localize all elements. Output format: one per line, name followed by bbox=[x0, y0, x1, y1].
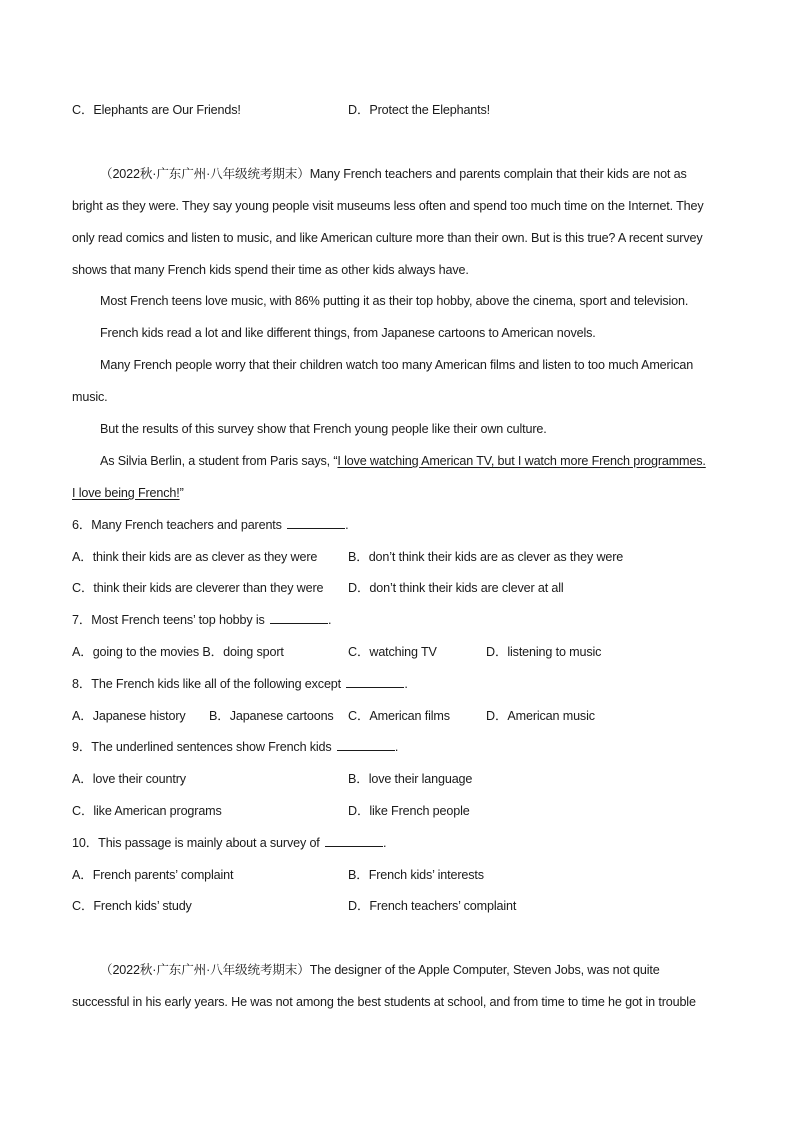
passage1-line-6: French kids read a lot and like different things, from Japanese cartoons to American novels. bbox=[100, 326, 596, 340]
q7-stem bbox=[72, 612, 331, 628]
quote-lead: As Silvia Berlin, a student from Paris says, “ bbox=[100, 454, 338, 468]
q9-option-c: C．like American programs bbox=[72, 804, 222, 818]
q6-option-d: D．don’t think their kids are clever at all bbox=[348, 581, 564, 595]
option-d-prev: D．Protect the Elephants! bbox=[348, 103, 491, 117]
passage2-line-2: successful in his early years. He was not among the best students at school, and from time to time he got in trouble bbox=[72, 995, 696, 1009]
q7-option-d: D．listening to music bbox=[486, 645, 602, 659]
q10-option-c: C．French kids’ study bbox=[72, 899, 192, 913]
q10-end: . bbox=[383, 836, 387, 850]
q6-option-c: C．think their kids are cleverer than they were bbox=[72, 581, 324, 595]
q7-option-c: C．watching TV bbox=[348, 645, 437, 659]
q8-end: . bbox=[404, 677, 408, 691]
q9-option-b: B．love their language bbox=[348, 772, 473, 786]
q8-blank bbox=[346, 676, 404, 688]
quote-end: ” bbox=[179, 486, 184, 500]
passage1-line-9: But the results of this survey show that French young people like their own culture. bbox=[100, 422, 547, 436]
q10-stem bbox=[72, 835, 386, 851]
q9-end: . bbox=[394, 740, 399, 754]
q6-blank bbox=[287, 517, 345, 529]
passage2-line-1: （2022秋·广东广州·八年级统考期末）The designer of the Apple Computer, Steven Jobs, was not quite bbox=[100, 963, 660, 977]
q10-option-d: D．French teachers’ complaint bbox=[348, 899, 517, 913]
q10-option-b: B．French kids’ interests bbox=[348, 868, 484, 882]
passage1-line-7: Many French people worry that their children watch too many American films and listen to too much American bbox=[100, 358, 694, 372]
underlined-sentence-1: I love watching American TV, but I watch more French programmes. bbox=[337, 454, 706, 468]
q10-blank bbox=[325, 835, 383, 847]
option-c-prev: C．Elephants are Our Friends! bbox=[72, 103, 241, 117]
q7-stem-text: 7．Most French teens’ top hobby is bbox=[72, 613, 265, 627]
q10-option-a: A．French parents’ complaint bbox=[72, 868, 234, 882]
q7-blank bbox=[270, 612, 328, 624]
q10-stem-text: 10．This passage is mainly about a survey of bbox=[72, 836, 320, 850]
q8-stem-text: 8．The French kids like all of the following except bbox=[72, 677, 341, 691]
q8-option-c: C．American films bbox=[348, 709, 450, 723]
q9-option-d: D．like French people bbox=[348, 804, 470, 818]
passage1-line-5: Most French teens love music, with 86% putting it as their top hobby, above the cinema, sport and television. bbox=[100, 294, 689, 308]
q6-stem-text: 6．Many French teachers and parents bbox=[72, 518, 282, 532]
q7-end: . bbox=[328, 613, 332, 627]
q9-stem-text: 9．The underlined sentences show French kids bbox=[72, 740, 332, 754]
passage1-line-8: music. bbox=[72, 390, 108, 404]
passage1-line-1: （2022秋·广东广州·八年级统考期末）Many French teachers and parents complain that their kids are not as bbox=[100, 167, 687, 181]
q8-option-d: D．American music bbox=[486, 709, 595, 723]
passage1-quote-line-2 bbox=[72, 485, 184, 501]
underlined-sentence-2: I love being French! bbox=[72, 486, 180, 500]
q9-blank bbox=[337, 739, 395, 751]
passage1-quote-line bbox=[100, 453, 706, 469]
q6-option-a: A．think their kids are as clever as they were bbox=[72, 550, 318, 564]
q8-option-a: A．Japanese history bbox=[72, 709, 186, 723]
q7-option-a-b: A．going to the movies B．doing sport bbox=[72, 645, 284, 659]
q6-end: . bbox=[345, 518, 349, 532]
passage1-line-4: shows that many French kids spend their time as other kids always have. bbox=[72, 263, 469, 277]
q9-stem bbox=[72, 739, 398, 755]
passage1-line-3: only read comics and listen to music, and like American culture more than their own. But is this true? A recent survey bbox=[72, 231, 703, 245]
passage1-line-2: bright as they were. They say young people visit museums less often and spend too much time on the Internet. They bbox=[72, 199, 704, 213]
q8-stem bbox=[72, 676, 408, 692]
q6-option-b: B．don’t think their kids are as clever as they were bbox=[348, 550, 624, 564]
q8-option-b: B．Japanese cartoons bbox=[209, 709, 334, 723]
q6-stem bbox=[72, 517, 349, 533]
q9-option-a: A．love their country bbox=[72, 772, 186, 786]
